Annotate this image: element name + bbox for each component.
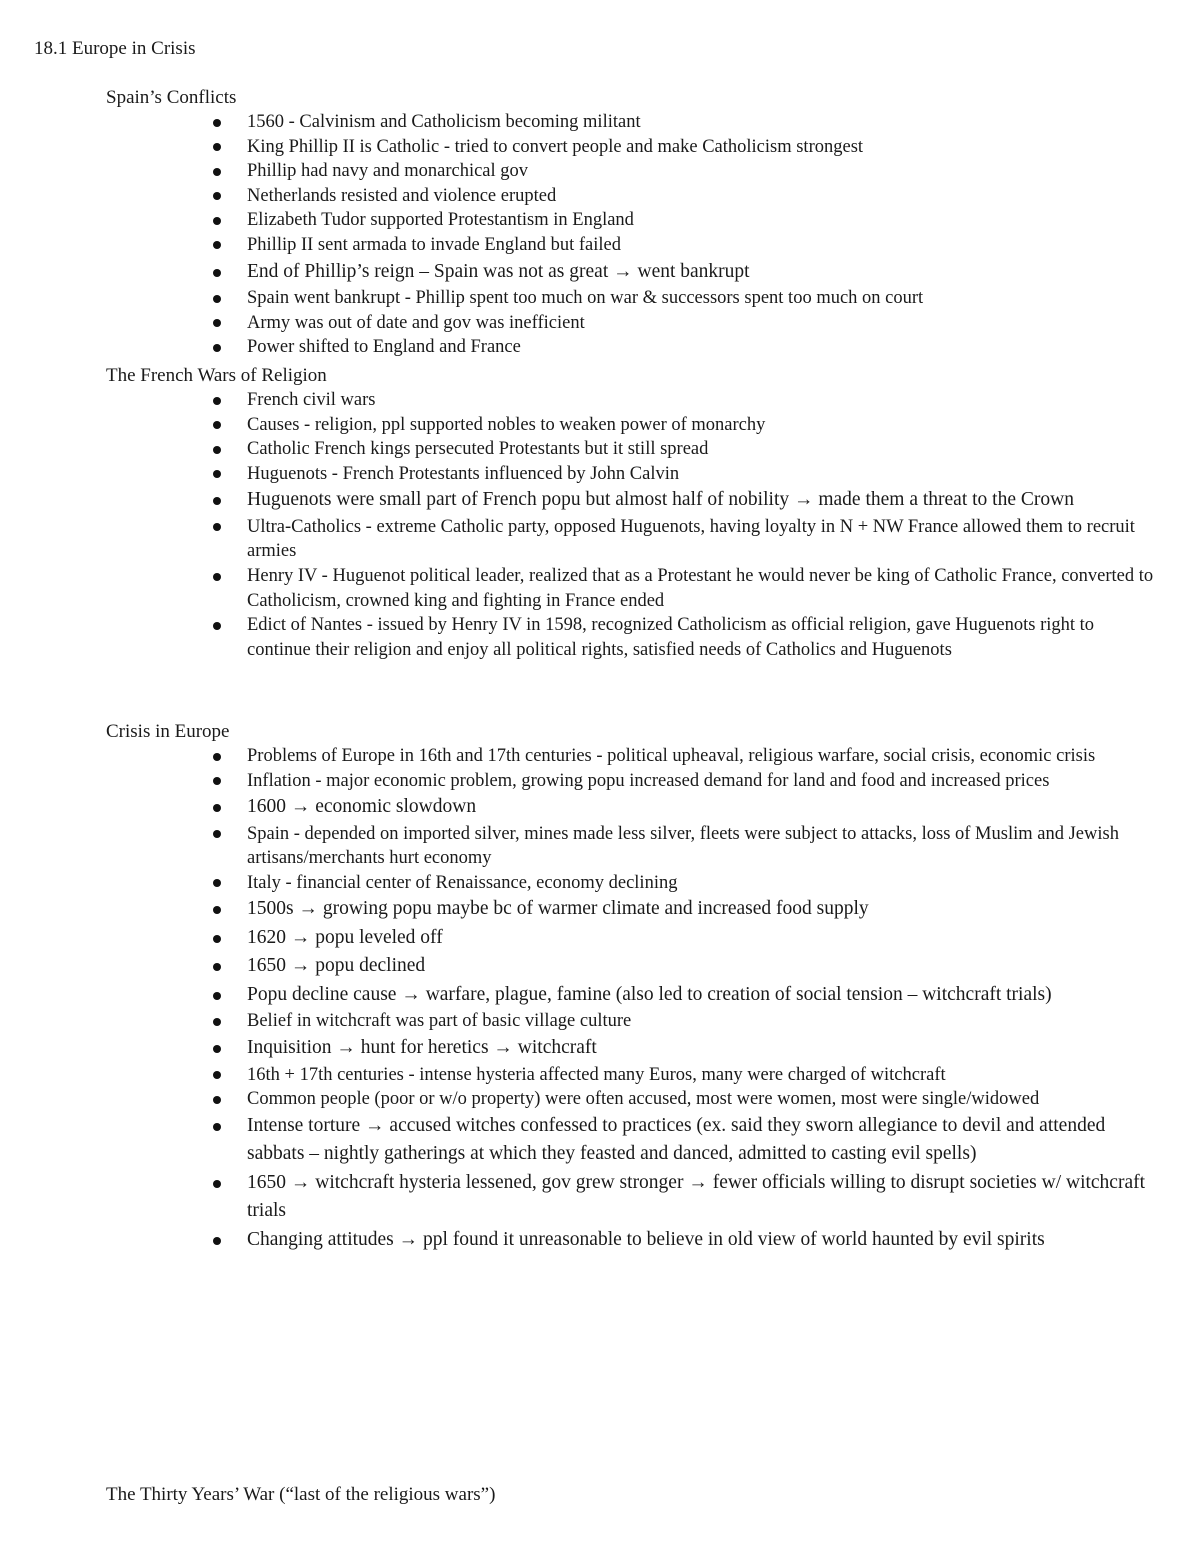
list-item-text: Belief in witchcraft was part of basic village culture [247, 1011, 632, 1032]
bullet-icon [213, 777, 221, 785]
list-item [247, 822, 1176, 871]
list-item [247, 135, 1176, 160]
list-item [247, 388, 1176, 413]
list-item [247, 769, 1176, 794]
bullet-icon [213, 397, 221, 405]
list-item-text: 1600 → economic slowdown [247, 796, 477, 818]
bullet-icon [213, 753, 221, 761]
bullet-icon [213, 622, 221, 630]
bullet-list [106, 388, 1176, 662]
bullet-icon [213, 830, 221, 838]
list-item-text: 1500s → growing popu maybe bc of warmer climate and increased food supply [247, 898, 869, 920]
list-item [247, 952, 1176, 981]
bullet-icon [213, 344, 221, 352]
section-heading-thirty-years-war: The Thirty Years’ War (“last of the religious wars”) [106, 1484, 496, 1505]
list-item-text: Netherlands resisted and violence erupted [247, 185, 557, 206]
list-item [247, 258, 1176, 287]
list-item-text: Power shifted to England and France [247, 337, 521, 358]
bullet-icon [213, 168, 221, 176]
list-item [247, 1034, 1176, 1063]
list-item [247, 981, 1176, 1010]
bullet-icon [213, 470, 221, 478]
bullet-icon [213, 241, 221, 249]
list-item-text: King Phillip II is Catholic - tried to convert people and make Catholicism strongest [247, 136, 864, 157]
list-item-text: Elizabeth Tudor supported Protestantism in England [247, 210, 634, 231]
list-item-text: Ultra-Catholics - extreme Catholic party, opposed Huguenots, having loyalty in N + NW France allowed them to recruit armies [247, 516, 1135, 562]
list-item [247, 924, 1176, 953]
section-french-wars-of-religion [106, 364, 1176, 662]
bullet-icon [213, 119, 221, 127]
bullet-icon [213, 269, 221, 277]
bullet-icon [213, 1237, 221, 1245]
list-item-text: Catholic French kings persecuted Protestants but it still spread [247, 439, 709, 460]
list-item [247, 110, 1176, 135]
bullet-icon [213, 906, 221, 914]
list-item-text: Changing attitudes → ppl found it unreasonable to believe in old view of world haunted by evil spirits [247, 1228, 1045, 1250]
list-item [247, 895, 1176, 924]
list-item-text: Italy - financial center of Renaissance, economy declining [247, 872, 678, 893]
bullet-icon [213, 804, 221, 812]
list-item [247, 1009, 1176, 1034]
bullet-list [106, 110, 1176, 360]
list-item-text: Popu decline cause → warfare, plague, famine (also led to creation of social tension – witchcraft trials) [247, 983, 1052, 1005]
document-title: 18.1 Europe in Crisis [34, 38, 196, 59]
bullet-icon [213, 523, 221, 531]
list-item-text: Huguenots - French Protestants influenced by John Calvin [247, 463, 680, 484]
list-item-text: Intense torture → accused witches confessed to practices (ex. said they sworn allegiance to devil and attended sabbats – nightly gatherings at which they feasted and danced, admitted to casting evil spells) [247, 1114, 1106, 1165]
list-item-text: 1650 → popu declined [247, 955, 426, 977]
list-item [247, 515, 1176, 564]
list-item [247, 159, 1176, 184]
list-item [247, 462, 1176, 487]
list-item [247, 1063, 1176, 1088]
list-item-text: 16th + 17th centuries - intense hysteria affected many Euros, many were charged of witchcraft [247, 1064, 946, 1085]
section-crisis-in-europe [106, 720, 1176, 1254]
bullet-icon [213, 879, 221, 887]
list-item-text: Phillip II sent armada to invade England but failed [247, 234, 622, 255]
list-item-text: Problems of Europe in 16th and 17th centuries - political upheaval, religious warfare, social crisis, economic crisis [247, 746, 1096, 766]
list-item-text: Edict of Nantes - issued by Henry IV in 1598, recognized Catholicism as official religion, gave Huguenots right to continue their religion and enjoy all political rights, satisfied needs of Catholics and Huguenots [247, 615, 1095, 660]
list-item [247, 184, 1176, 209]
list-item [247, 1087, 1176, 1112]
bullet-icon [213, 1096, 221, 1104]
bullet-icon [213, 963, 221, 971]
bullet-icon [213, 1018, 221, 1026]
list-item [247, 437, 1176, 462]
list-item-text: 1620 → popu leveled off [247, 926, 443, 948]
bullet-icon [213, 421, 221, 429]
list-item [247, 208, 1176, 233]
bullet-icon [213, 1180, 221, 1188]
bullet-icon [213, 319, 221, 327]
list-item-text: Common people (poor or w/o property) were often accused, most were women, most were single/widowed [247, 1089, 1040, 1110]
bullet-icon [213, 497, 221, 505]
list-item-text: Army was out of date and gov was inefficient [247, 312, 585, 333]
list-item [247, 1226, 1176, 1255]
list-item [247, 286, 1176, 311]
bullet-icon [213, 446, 221, 454]
list-item-text: 1650 → witchcraft hysteria lessened, gov grew stronger → fewer officials willing to disrupt societies w/ witchcraft trials [247, 1171, 1146, 1222]
bullet-icon [213, 1071, 221, 1079]
list-item-text: 1560 - Calvinism and Catholicism becoming militant [247, 112, 641, 132]
list-item-text: Huguenots were small part of French popu but almost half of nobility → made them a threat to the Crown [247, 489, 1074, 511]
bullet-list [106, 744, 1176, 1254]
list-item-text: Spain - depended on imported silver, mines made less silver, fleets were subject to attacks, loss of Muslim and Jewish artisans/merchants hurt economy [247, 823, 1119, 869]
list-item-text: End of Phillip’s reign – Spain was not as great → went bankrupt [247, 260, 750, 282]
list-item [247, 486, 1176, 515]
bullet-icon [213, 1123, 221, 1131]
list-item [247, 1169, 1176, 1226]
list-item [247, 744, 1176, 769]
bullet-icon [213, 935, 221, 943]
bullet-icon [213, 1045, 221, 1053]
list-item-text: French civil wars [247, 390, 376, 410]
list-item [247, 871, 1176, 896]
list-item [247, 311, 1176, 336]
section-heading: Spain’s Conflicts [106, 87, 237, 108]
bullet-icon [213, 143, 221, 151]
section-heading: The French Wars of Religion [106, 365, 327, 386]
list-item [247, 233, 1176, 258]
bullet-icon [213, 295, 221, 303]
list-item-text: Causes - religion, ppl supported nobles to weaken power of monarchy [247, 414, 766, 435]
bullet-icon [213, 992, 221, 1000]
list-item-text: Inquisition → hunt for heretics → witchcraft [247, 1037, 597, 1059]
bullet-icon [213, 192, 221, 200]
section-spains-conflicts [106, 86, 1176, 360]
list-item [247, 335, 1176, 360]
bullet-icon [213, 217, 221, 225]
list-item [247, 564, 1176, 613]
list-item [247, 413, 1176, 438]
bullet-icon [213, 573, 221, 581]
list-item-text: Henry IV - Huguenot political leader, realized that as a Protestant he would never be king of Catholic France, converted to Catholicism, crowned king and fighting in France ended [247, 566, 1154, 611]
list-item [247, 793, 1176, 822]
list-item-text: Inflation - major economic problem, growing popu increased demand for land and food and increased prices [247, 770, 1050, 791]
list-item [247, 1112, 1176, 1169]
section-heading: Crisis in Europe [106, 721, 230, 742]
list-item [247, 613, 1176, 662]
list-item-text: Spain went bankrupt - Phillip spent too much on war & successors spent too much on court [247, 288, 924, 309]
list-item-text: Phillip had navy and monarchical gov [247, 161, 529, 182]
